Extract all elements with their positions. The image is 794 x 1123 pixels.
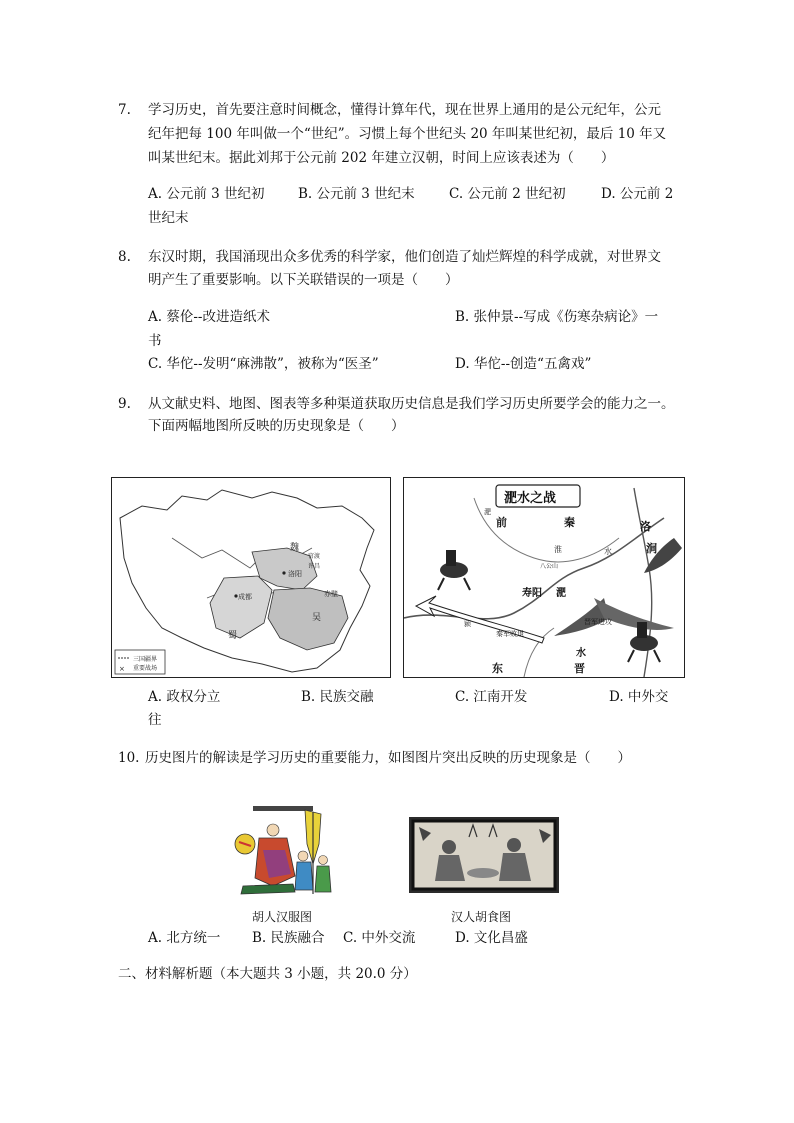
chengdu-label: 成都 bbox=[238, 593, 252, 601]
feishui-battle-map bbox=[403, 477, 685, 678]
q10-stem-line-1: 历史图片的解读是学习历史的重要能力，如图图片突出反映的历史现象是（ ） bbox=[145, 750, 631, 766]
feishui-battle-map-drawing bbox=[404, 478, 684, 677]
water-label: 水 bbox=[576, 648, 586, 659]
han-hu-food-drawing bbox=[409, 817, 559, 893]
jin-label: 晋 bbox=[574, 662, 585, 675]
q7-stem-line-3: 叫某世纪末。据此刘邦于公元前 202 年建立汉朝，时间上应该表述为（ ） bbox=[148, 150, 615, 166]
q8-stem-line-2: 明产生了重要影响。以下关联错误的一项是（ ） bbox=[148, 272, 459, 288]
q7-option-b[interactable]: B. 公元前 3 世纪末 bbox=[298, 186, 415, 202]
qian-label: 前 bbox=[496, 516, 507, 529]
jian-label: 涧 bbox=[646, 542, 657, 555]
bagongshan-label: 八公山 bbox=[540, 563, 559, 570]
q7-stem-line-1: 学习历史，首先要注意时间概念，懂得计算年代，现在世界上通用的是公元纪年，公元 bbox=[148, 102, 661, 118]
q9-option-a[interactable]: A. 政权分立 bbox=[148, 689, 221, 705]
q7-option-a[interactable]: A. 公元前 3 世纪初 bbox=[148, 186, 265, 202]
section-title: 二、材料解析题（本大题共 3 小题，共 20.0 分） bbox=[118, 966, 417, 982]
q7-option-d-wrap: 世纪末 bbox=[148, 210, 189, 226]
q10-number: 10. bbox=[118, 750, 140, 766]
q10-option-d[interactable]: D. 文化昌盛 bbox=[455, 930, 528, 946]
q9-option-c[interactable]: C. 江南开发 bbox=[455, 689, 528, 705]
q8-option-d[interactable]: D. 华佗--创造“五禽戏” bbox=[455, 356, 592, 372]
dong-label: 东 bbox=[492, 662, 503, 675]
caption-hu-han-clothes: 胡人汉服图 bbox=[252, 910, 313, 924]
q9-option-b[interactable]: B. 民族交融 bbox=[301, 689, 374, 705]
jin-attack-label: 晋军进攻 bbox=[584, 618, 612, 626]
fei-river-label: 淝 bbox=[484, 508, 491, 516]
legend-border-label: 三国疆界 bbox=[133, 656, 158, 663]
q8-number: 8. bbox=[118, 249, 131, 265]
q7-stem-line-2: 纪年把每 100 年叫做一个“世纪”。习惯上每个世纪头 20 年叫某世纪初，最后 10 年又 bbox=[148, 126, 667, 142]
han-eating-hu-food-picture bbox=[409, 817, 559, 893]
qin-label: 秦 bbox=[564, 516, 575, 529]
ying-label: 颍 bbox=[464, 620, 471, 628]
q7-option-d[interactable]: D. 公元前 2 bbox=[601, 186, 674, 202]
luo-label: 洛 bbox=[640, 520, 651, 533]
hu-wearing-han-clothes-picture bbox=[233, 804, 333, 900]
three-kingdoms-map-drawing bbox=[112, 478, 390, 677]
q8-stem-line-1: 东汉时期，我国涌现出众多优秀的科学家，他们创造了灿烂辉煌的科学成就，对世界文 bbox=[148, 249, 661, 265]
q8-option-b-wrap: 书 bbox=[148, 333, 162, 349]
xuchang-label: 许昌 bbox=[308, 563, 321, 570]
three-kingdoms-map bbox=[111, 477, 391, 678]
feishui-map-title: 淝水之战 bbox=[504, 491, 557, 506]
wei-label: 魏 bbox=[290, 543, 300, 553]
q8-option-a[interactable]: A. 蔡伦--改进造纸术 bbox=[148, 309, 270, 325]
shu-label: 蜀 bbox=[228, 631, 238, 641]
q8-option-b[interactable]: B. 张仲景--写成《伤寒杂病论》一 bbox=[455, 309, 659, 325]
legend-battle-label: 重要战场 bbox=[133, 665, 158, 672]
q10-option-c[interactable]: C. 中外交流 bbox=[343, 930, 416, 946]
q7-option-c[interactable]: C. 公元前 2 世纪初 bbox=[449, 186, 566, 202]
q7-number: 7. bbox=[118, 102, 131, 118]
q10-option-b[interactable]: B. 民族融合 bbox=[252, 930, 325, 946]
shouyang-label: 寿阳 bbox=[522, 588, 542, 599]
chibi-label: 赤壁 bbox=[324, 590, 338, 598]
q9-stem-line-2: 下面两幅地图所反映的历史现象是（ ） bbox=[148, 418, 405, 434]
wu-label: 吴 bbox=[312, 613, 322, 623]
huai-water-label: 水 bbox=[604, 547, 612, 556]
guandu-label: 官渡 bbox=[308, 553, 321, 560]
q10-option-a[interactable]: A. 北方统一 bbox=[148, 930, 221, 946]
q8-option-c[interactable]: C. 华佗--发明“麻沸散”，被称为“医圣” bbox=[148, 356, 379, 372]
q9-option-d[interactable]: D. 中外交 bbox=[609, 689, 669, 705]
luoyang-label: 洛阳 bbox=[288, 570, 302, 578]
hu-han-clothes-drawing bbox=[233, 804, 333, 900]
huai-label: 淮 bbox=[554, 545, 562, 554]
battle-marker-icon: × bbox=[119, 665, 125, 673]
q9-stem-line-1: 从文献史料、地图、图表等多种渠道获取历史信息是我们学习历史所要学会的能力之一。 bbox=[148, 396, 675, 412]
qin-retreat-label: 秦军败退 bbox=[496, 630, 524, 638]
cavalry-figure-left bbox=[438, 550, 470, 590]
fei-label: 淝 bbox=[556, 588, 566, 599]
q9-option-d-wrap: 往 bbox=[148, 712, 162, 728]
q9-number: 9. bbox=[118, 396, 131, 412]
caption-han-hu-food: 汉人胡食图 bbox=[451, 910, 512, 924]
